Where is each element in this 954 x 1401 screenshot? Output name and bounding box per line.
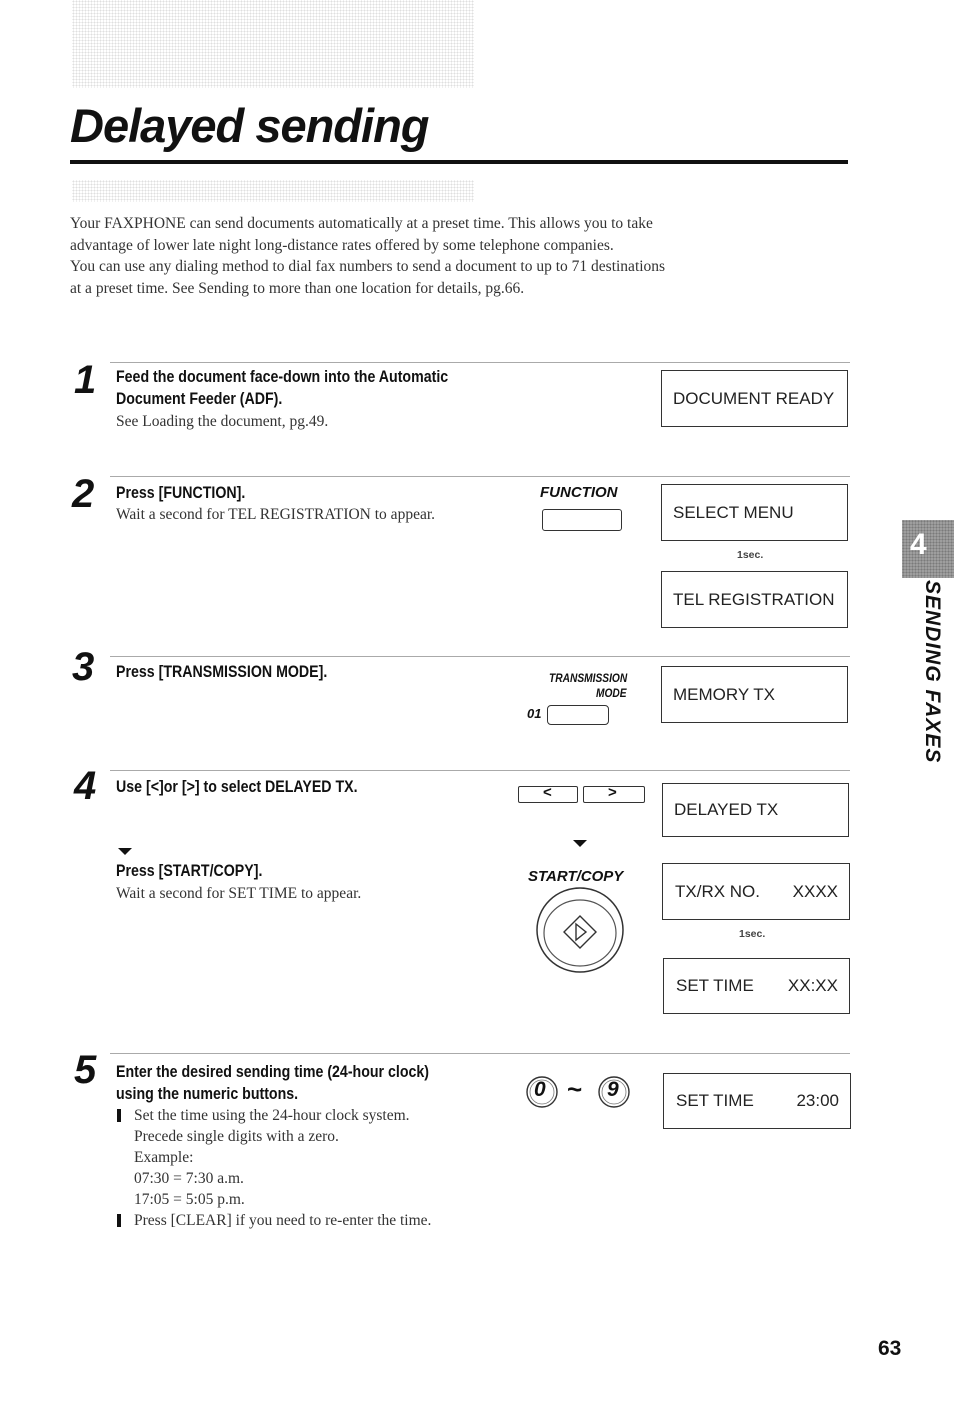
step-5-rule — [110, 1053, 850, 1054]
intro-text — [70, 213, 670, 299]
step-4-sub-heading: Press [START/COPY]. — [116, 862, 263, 880]
page-number: 63 — [878, 1337, 902, 1360]
lcd-text: SELECT MENU — [673, 502, 794, 522]
down-arrow-icon — [573, 840, 587, 848]
lcd-text: TEL REGISTRATION — [673, 589, 835, 609]
bullet-item — [116, 1105, 536, 1210]
step-3-heading: Press [TRANSMISSION MODE]. — [116, 663, 328, 681]
lcd-text-right: XXXX — [792, 881, 838, 901]
transmission-mode-key-prefix: 01 — [527, 706, 542, 721]
lcd-display-memory-tx — [661, 666, 848, 723]
lcd-text-left: SET TIME — [676, 976, 754, 995]
numeric-key-9-label: 9 — [607, 1078, 619, 1101]
numeric-key-0-label: 0 — [534, 1078, 546, 1101]
right-arrow-key-label: > — [608, 784, 617, 801]
step-5-heading-line-2: using the numeric buttons. — [116, 1085, 299, 1103]
bullet-marker — [117, 1214, 121, 1227]
left-arrow-key-label: < — [543, 784, 552, 801]
step-1-number: 1 — [74, 358, 97, 402]
function-key-button[interactable] — [542, 509, 622, 531]
numeric-keys-0-to-9 — [523, 1074, 633, 1110]
step-1-heading-line-1: Feed the document face-down into the Automatic — [116, 368, 449, 386]
step-5-heading-line-1: Enter the desired sending time (24-hour clock) — [116, 1063, 430, 1081]
bullet-line: Set the time using the 24-hour clock system. — [134, 1107, 410, 1124]
delay-1sec-label: 1sec. — [739, 928, 766, 940]
intro-paragraph-1: Your FAXPHONE can send documents automatically at a preset time. This allows you to take advantage of lower late night long-distance rates offered by some telephone companies. — [70, 215, 653, 254]
bullet-line: 17:05 = 5:05 p.m. — [134, 1191, 245, 1208]
lcd-text: MEMORY TX — [673, 684, 776, 704]
intro-paragraph-2: You can use any dialing method to dial fax numbers to send a document to up to 71 destinations at a preset time. See Sending to more than one location for details, pg.66. — [70, 258, 666, 297]
chapter-tab-title: SENDING FAXES — [921, 580, 944, 764]
step-2-rule — [110, 476, 850, 477]
lcd-text: DOCUMENT READY — [673, 388, 835, 408]
delay-1sec-label: 1sec. — [737, 549, 764, 561]
step-4-sub-description: Wait a second for SET TIME to appear. — [116, 885, 362, 902]
right-arrow-key-button[interactable] — [583, 786, 645, 803]
function-key-label: FUNCTION — [540, 484, 618, 501]
subheader-halftone-texture — [72, 180, 474, 202]
lcd-text-right: 23:00 — [796, 1091, 839, 1110]
step-5-bullets — [116, 1105, 536, 1231]
lcd-display-set-time-xx — [663, 958, 850, 1014]
transmission-mode-key-label-line-1: TRANSMISSION — [549, 671, 628, 685]
transmission-mode-key-button[interactable] — [547, 705, 609, 725]
step-1-rule — [110, 362, 850, 363]
lcd-display-tel-registration — [661, 571, 848, 628]
page-title: Delayed sending — [70, 99, 429, 152]
bullet-item — [116, 1210, 536, 1231]
transmission-mode-key-label-line-2: MODE — [596, 686, 627, 700]
down-arrow-icon — [118, 848, 132, 856]
lcd-text-left: SET TIME — [676, 1091, 754, 1110]
step-1-description: See Loading the document, pg.49. — [116, 413, 329, 430]
step-1-heading-line-2: Document Feeder (ADF). — [116, 390, 283, 408]
bullet-line: Example: — [134, 1149, 194, 1166]
step-4-heading: Use [<]or [>] to select DELAYED TX. — [116, 778, 358, 796]
bullet-marker — [117, 1109, 121, 1122]
chapter-tab-number: 4 — [910, 528, 927, 561]
step-2-description: Wait a second for TEL REGISTRATION to appear. — [116, 506, 436, 523]
step-4-rule — [110, 770, 850, 771]
step-3-rule — [110, 656, 850, 657]
lcd-text-right: XX:XX — [787, 976, 838, 995]
bullet-line: 07:30 = 7:30 a.m. — [134, 1170, 244, 1187]
left-arrow-key-button[interactable] — [518, 786, 578, 803]
step-4-number: 4 — [74, 764, 97, 808]
range-tilde: ~ — [567, 1074, 583, 1104]
step-2-number: 2 — [72, 472, 95, 516]
lcd-display-delayed-tx — [662, 783, 849, 837]
step-3-number: 3 — [72, 645, 95, 689]
step-2-heading: Press [FUNCTION]. — [116, 484, 246, 502]
header-halftone-texture — [72, 0, 474, 88]
lcd-text-left: TX/RX NO. — [675, 881, 761, 901]
lcd-display-document-ready — [661, 370, 848, 427]
lcd-display-txrx-no — [662, 863, 850, 920]
step-5-number: 5 — [74, 1048, 97, 1092]
start-diamond-icon — [564, 916, 596, 948]
bullet-line: Press [CLEAR] if you need to re-enter the time. — [134, 1212, 432, 1229]
lcd-display-select-menu — [661, 484, 848, 541]
start-copy-button[interactable] — [534, 886, 626, 974]
lcd-text: DELAYED TX — [674, 800, 779, 819]
lcd-display-set-time-2300 — [663, 1073, 851, 1129]
bullet-line: Precede single digits with a zero. — [134, 1128, 339, 1145]
title-rule — [70, 160, 848, 164]
start-copy-key-label: START/COPY — [528, 868, 624, 885]
